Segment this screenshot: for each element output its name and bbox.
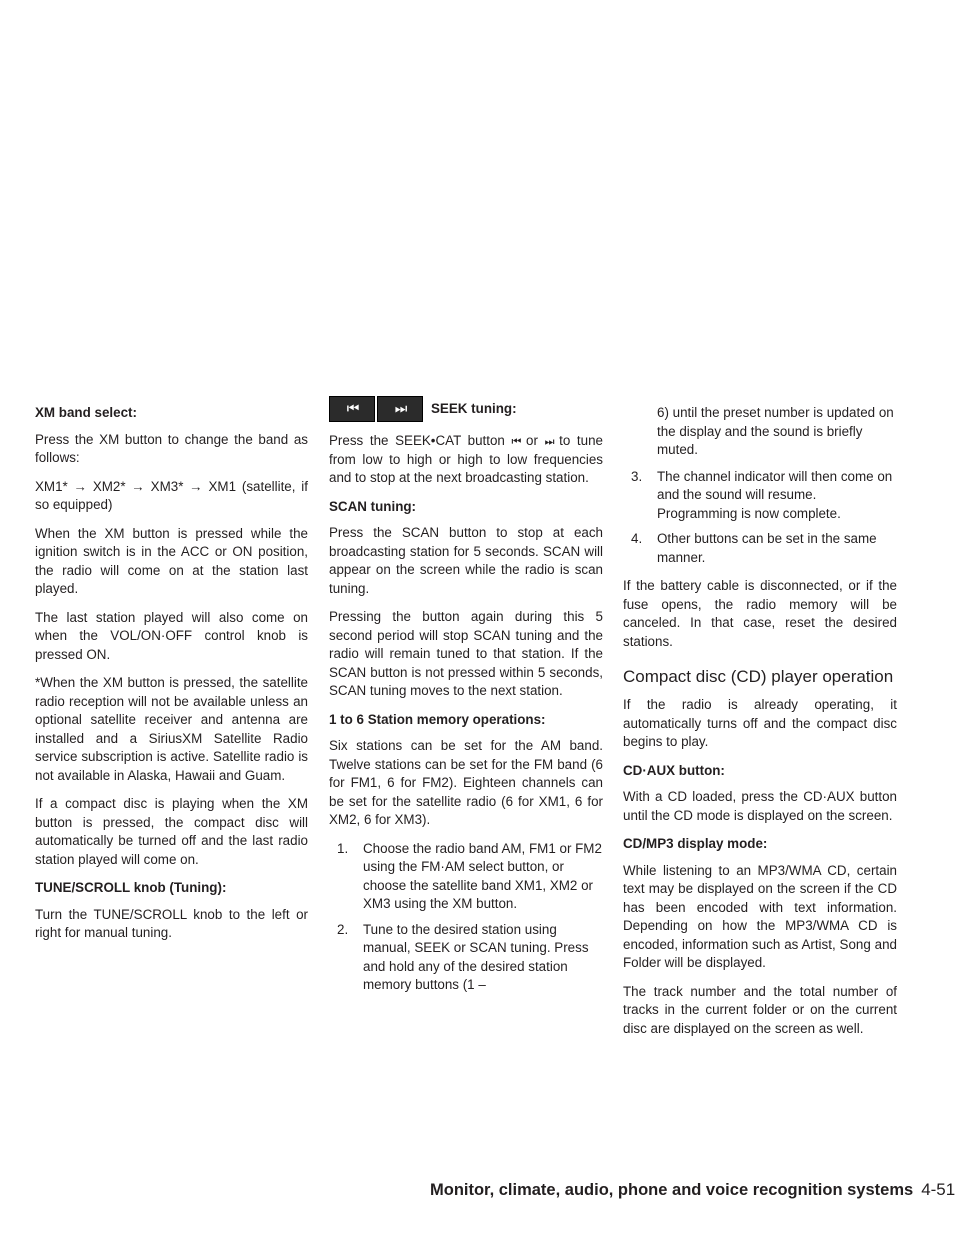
- paragraph: The track number and the total number of tracks in the current folder or on the current disc are displayed on the screen as well.: [623, 983, 897, 1036]
- column-left: [35, 404, 308, 953]
- paragraph: If the radio is already operating, it automatically turns off and the compact disc begins to play.: [623, 697, 897, 750]
- memory-steps-list: [329, 840, 603, 995]
- paragraph: Six stations can be set for the AM band. Twelve stations can be set for the FM band (6 for FM1, 6 for FM2). Eighteen channels can be set for the satellite radio (6 for XM1, 6 for XM2, 6 for XM3).: [329, 738, 603, 827]
- heading-cd-mp3-display: CD/MP3 display mode:: [623, 836, 768, 852]
- list-item: [623, 530, 897, 567]
- column-middle: [329, 400, 603, 1005]
- step-number: 1.: [337, 840, 349, 856]
- seek-next-icon: ⏭: [377, 396, 423, 422]
- list-item: [623, 468, 897, 524]
- paragraph-seek: [329, 432, 603, 488]
- heading-tune-scroll: TUNE/SCROLL knob (Tuning):: [35, 880, 227, 895]
- step-text: Tune to the desired station using manual, SEEK or SCAN tuning. Press and hold any of the desired station memory buttons (1 –: [363, 921, 589, 992]
- step-text: Choose the radio band AM, FM1 or FM2 using the FM·AM select button, or choose the satellite band XM1, XM2 or XM3 using the XM button.: [363, 840, 602, 911]
- column-right: [623, 404, 897, 1048]
- text: or: [526, 433, 538, 448]
- step-number: 4.: [631, 531, 643, 546]
- list-item: [329, 840, 603, 914]
- seek-previous-icon: ⏮: [329, 396, 375, 422]
- paragraph: If a compact disc is playing when the XM button is pressed, the compact disc will automatically be turned off and the last radio station played will come on.: [35, 796, 308, 867]
- seek-previous-icon: ⏮: [511, 436, 520, 448]
- step-number: 2.: [337, 921, 349, 937]
- paragraph: Pressing the button again during this 5 second period will stop SCAN tuning and the radio will remain tuned to that station. If the SCAN button is not pressed within 5 seconds, SCAN tuning moves to the next station.: [329, 609, 603, 698]
- step-number: 3.: [631, 468, 643, 484]
- footer-section-title: Monitor, climate, audio, phone and voice recognition systems: [430, 1181, 914, 1199]
- page-footer: [430, 1178, 956, 1202]
- paragraph: While listening to an MP3/WMA CD, certain text may be displayed on the screen if the CD has been encoded with text information. Depending on how the MP3/WMA CD is encoded, information such as Artist, Song and Folder will be displayed.: [623, 862, 897, 971]
- paragraph: Press the XM button to change the band as follows:: [35, 431, 308, 465]
- seek-tuning-heading: [329, 396, 603, 422]
- heading-scan-tuning: SCAN tuning:: [329, 498, 417, 514]
- heading-seek-tuning: SEEK tuning:: [431, 400, 517, 416]
- paragraph: Turn the TUNE/SCROLL knob to the left or right for manual tuning.: [35, 906, 308, 940]
- paragraph: The last station played will also come on when the VOL/ON·OFF control knob is pressed ON.: [35, 609, 308, 662]
- text: Press the SEEK•CAT button: [329, 433, 505, 448]
- heading-station-memory: 1 to 6 Station memory operations:: [329, 711, 546, 727]
- section-heading-cd-player: Compact disc (CD) player operation: [623, 667, 894, 686]
- paragraph: With a CD loaded, press the CD·AUX button until the CD mode is displayed on the screen.: [623, 789, 897, 823]
- heading-xm-band-select: XM band select:: [35, 405, 137, 420]
- heading-cd-aux-button: CD·AUX button:: [623, 762, 725, 778]
- paragraph: Press the SCAN button to stop at each broadcasting station for 5 seconds. SCAN will appear on the screen while the radio is scan tuning.: [329, 525, 603, 596]
- seek-next-icon: ⏭: [544, 436, 553, 448]
- paragraph: If the battery cable is disconnected, or if the fuse opens, the radio memory will be canceled. In that case, reset the desired stations.: [623, 578, 897, 649]
- text: to tune from low to high or high to low frequencies and to stop at the next broadcasting station.: [329, 433, 603, 485]
- list-item: [329, 921, 603, 995]
- step-text: Other buttons can be set in the same manner.: [657, 531, 877, 565]
- step-continuation: 6) until the preset number is updated on the display and the sound is briefly muted.: [657, 405, 894, 457]
- memory-steps-list-continued: [623, 468, 897, 568]
- paragraph: *When the XM button is pressed, the satellite radio reception will not be available unless an optional satellite receiver and antenna are installed and a SiriusXM Satellite Radio service subscription is active. Satellite radio is not available in Alaska, Hawaii and Guam.: [35, 675, 308, 783]
- step-text: The channel indicator will then come on and the sound will resume. Programming is now complete.: [657, 468, 893, 521]
- page-number: 4-51: [921, 1180, 956, 1199]
- paragraph: XM1* → XM2* → XM3* → XM1 (satellite, if so equipped): [35, 478, 308, 512]
- paragraph: When the XM button is pressed while the ignition switch is in the ACC or ON position, the radio will come on at the station last played.: [35, 525, 308, 596]
